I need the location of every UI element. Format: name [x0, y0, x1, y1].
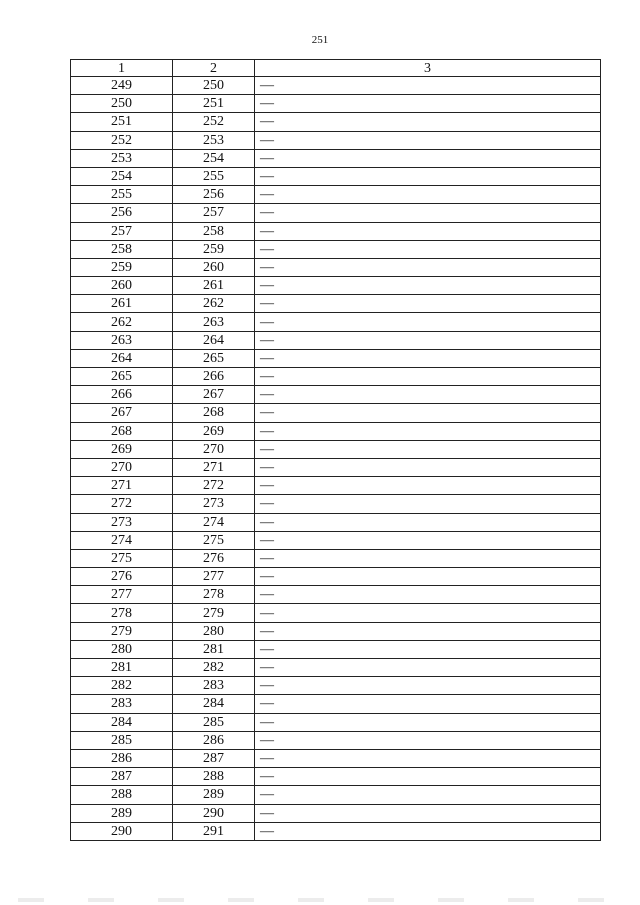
cell-col-3: — — [255, 331, 601, 349]
cell-col-1: 268 — [71, 422, 173, 440]
cell-col-3: — — [255, 768, 601, 786]
cell-col-3: — — [255, 586, 601, 604]
cell-col-3: — — [255, 822, 601, 840]
table-row — [71, 477, 601, 495]
cell-col-3: — — [255, 95, 601, 113]
table-row — [71, 677, 601, 695]
cell-col-3: — — [255, 731, 601, 749]
cell-col-3: — — [255, 477, 601, 495]
header-row — [71, 60, 601, 77]
cell-col-3: — — [255, 659, 601, 677]
table-row — [71, 586, 601, 604]
data-table — [70, 59, 601, 841]
cell-col-3: — — [255, 149, 601, 167]
cell-col-2: 256 — [173, 186, 255, 204]
cell-col-2: 276 — [173, 549, 255, 567]
cell-col-2: 254 — [173, 149, 255, 167]
table-row — [71, 349, 601, 367]
cell-col-1: 287 — [71, 768, 173, 786]
cell-col-1: 278 — [71, 604, 173, 622]
table-row — [71, 786, 601, 804]
cell-col-2: 264 — [173, 331, 255, 349]
cell-col-2: 285 — [173, 713, 255, 731]
cell-col-3: — — [255, 77, 601, 95]
cell-col-2: 263 — [173, 313, 255, 331]
table-row — [71, 167, 601, 185]
table-row — [71, 659, 601, 677]
cell-col-1: 266 — [71, 386, 173, 404]
cell-col-1: 252 — [71, 131, 173, 149]
cell-col-2: 258 — [173, 222, 255, 240]
cell-col-1: 290 — [71, 822, 173, 840]
table-row — [71, 313, 601, 331]
cell-col-3: — — [255, 222, 601, 240]
cell-col-3: — — [255, 113, 601, 131]
cell-col-3: — — [255, 240, 601, 258]
cell-col-1: 253 — [71, 149, 173, 167]
cell-col-1: 273 — [71, 513, 173, 531]
table-row — [71, 622, 601, 640]
cell-col-1: 250 — [71, 95, 173, 113]
cell-col-3: — — [255, 713, 601, 731]
table-row — [71, 277, 601, 295]
table-row — [71, 77, 601, 95]
cell-col-2: 265 — [173, 349, 255, 367]
cell-col-3: — — [255, 167, 601, 185]
cell-col-3: — — [255, 277, 601, 295]
cell-col-2: 266 — [173, 368, 255, 386]
cell-col-3: — — [255, 695, 601, 713]
table-row — [71, 422, 601, 440]
cell-col-1: 265 — [71, 368, 173, 386]
cell-col-2: 280 — [173, 622, 255, 640]
cell-col-1: 264 — [71, 349, 173, 367]
cell-col-1: 262 — [71, 313, 173, 331]
cell-col-2: 251 — [173, 95, 255, 113]
cell-col-1: 289 — [71, 804, 173, 822]
cell-col-3: — — [255, 513, 601, 531]
cell-col-2: 269 — [173, 422, 255, 440]
cell-col-1: 270 — [71, 458, 173, 476]
cell-col-2: 290 — [173, 804, 255, 822]
cell-col-2: 274 — [173, 513, 255, 531]
cell-col-3: — — [255, 204, 601, 222]
table-row — [71, 822, 601, 840]
table-row — [71, 222, 601, 240]
cell-col-2: 289 — [173, 786, 255, 804]
cell-col-1: 272 — [71, 495, 173, 513]
table-row — [71, 768, 601, 786]
cell-col-3: — — [255, 186, 601, 204]
cell-col-1: 288 — [71, 786, 173, 804]
table-row — [71, 440, 601, 458]
cell-col-1: 283 — [71, 695, 173, 713]
cell-col-2: 278 — [173, 586, 255, 604]
table-row — [71, 131, 601, 149]
column-header-1: 1 — [71, 60, 173, 77]
cell-col-1: 279 — [71, 622, 173, 640]
scan-artifact — [0, 898, 640, 902]
table-row — [71, 549, 601, 567]
cell-col-1: 269 — [71, 440, 173, 458]
table-row — [71, 731, 601, 749]
table-body — [71, 77, 601, 841]
cell-col-1: 254 — [71, 167, 173, 185]
cell-col-3: — — [255, 368, 601, 386]
cell-col-2: 253 — [173, 131, 255, 149]
cell-col-2: 272 — [173, 477, 255, 495]
table-row — [71, 531, 601, 549]
cell-col-1: 249 — [71, 77, 173, 95]
cell-col-2: 250 — [173, 77, 255, 95]
cell-col-2: 291 — [173, 822, 255, 840]
table-row — [71, 331, 601, 349]
cell-col-2: 277 — [173, 568, 255, 586]
table-row — [71, 386, 601, 404]
table-row — [71, 749, 601, 767]
cell-col-3: — — [255, 749, 601, 767]
cell-col-3: — — [255, 640, 601, 658]
cell-col-1: 261 — [71, 295, 173, 313]
cell-col-2: 282 — [173, 659, 255, 677]
table-row — [71, 149, 601, 167]
table-row — [71, 804, 601, 822]
cell-col-3: — — [255, 495, 601, 513]
cell-col-2: 281 — [173, 640, 255, 658]
cell-col-2: 275 — [173, 531, 255, 549]
column-header-3: 3 — [255, 60, 601, 77]
table-row — [71, 240, 601, 258]
cell-col-3: — — [255, 131, 601, 149]
table-row — [71, 204, 601, 222]
cell-col-2: 273 — [173, 495, 255, 513]
table-row — [71, 295, 601, 313]
cell-col-2: 255 — [173, 167, 255, 185]
cell-col-3: — — [255, 349, 601, 367]
cell-col-1: 251 — [71, 113, 173, 131]
cell-col-2: 279 — [173, 604, 255, 622]
cell-col-3: — — [255, 404, 601, 422]
table-row — [71, 404, 601, 422]
table-row — [71, 258, 601, 276]
table-row — [71, 186, 601, 204]
cell-col-3: — — [255, 422, 601, 440]
table-row — [71, 368, 601, 386]
cell-col-2: 286 — [173, 731, 255, 749]
cell-col-2: 257 — [173, 204, 255, 222]
cell-col-3: — — [255, 568, 601, 586]
cell-col-2: 267 — [173, 386, 255, 404]
cell-col-3: — — [255, 786, 601, 804]
cell-col-3: — — [255, 295, 601, 313]
column-header-2: 2 — [173, 60, 255, 77]
cell-col-1: 260 — [71, 277, 173, 295]
table-row — [71, 95, 601, 113]
cell-col-2: 283 — [173, 677, 255, 695]
cell-col-2: 270 — [173, 440, 255, 458]
cell-col-1: 263 — [71, 331, 173, 349]
cell-col-2: 287 — [173, 749, 255, 767]
cell-col-1: 271 — [71, 477, 173, 495]
cell-col-2: 288 — [173, 768, 255, 786]
cell-col-1: 275 — [71, 549, 173, 567]
table-row — [71, 604, 601, 622]
cell-col-1: 282 — [71, 677, 173, 695]
cell-col-2: 259 — [173, 240, 255, 258]
cell-col-1: 267 — [71, 404, 173, 422]
cell-col-2: 268 — [173, 404, 255, 422]
table-row — [71, 713, 601, 731]
cell-col-3: — — [255, 804, 601, 822]
table-row — [71, 513, 601, 531]
cell-col-3: — — [255, 622, 601, 640]
cell-col-1: 277 — [71, 586, 173, 604]
cell-col-1: 285 — [71, 731, 173, 749]
cell-col-3: — — [255, 386, 601, 404]
cell-col-2: 271 — [173, 458, 255, 476]
cell-col-3: — — [255, 258, 601, 276]
cell-col-1: 255 — [71, 186, 173, 204]
cell-col-2: 284 — [173, 695, 255, 713]
table-row — [71, 458, 601, 476]
cell-col-1: 256 — [71, 204, 173, 222]
table-row — [71, 568, 601, 586]
cell-col-3: — — [255, 604, 601, 622]
table-header — [71, 60, 601, 77]
cell-col-3: — — [255, 531, 601, 549]
cell-col-3: — — [255, 677, 601, 695]
cell-col-1: 257 — [71, 222, 173, 240]
cell-col-2: 260 — [173, 258, 255, 276]
cell-col-1: 276 — [71, 568, 173, 586]
table-row — [71, 113, 601, 131]
cell-col-2: 261 — [173, 277, 255, 295]
cell-col-3: — — [255, 549, 601, 567]
cell-col-1: 274 — [71, 531, 173, 549]
cell-col-1: 284 — [71, 713, 173, 731]
cell-col-3: — — [255, 313, 601, 331]
cell-col-1: 281 — [71, 659, 173, 677]
cell-col-3: — — [255, 440, 601, 458]
cell-col-3: — — [255, 458, 601, 476]
cell-col-1: 258 — [71, 240, 173, 258]
cell-col-1: 286 — [71, 749, 173, 767]
cell-col-2: 262 — [173, 295, 255, 313]
cell-col-1: 259 — [71, 258, 173, 276]
cell-col-2: 252 — [173, 113, 255, 131]
cell-col-1: 280 — [71, 640, 173, 658]
table-row — [71, 695, 601, 713]
table-row — [71, 495, 601, 513]
page-number: 251 — [311, 34, 329, 46]
table-row — [71, 640, 601, 658]
